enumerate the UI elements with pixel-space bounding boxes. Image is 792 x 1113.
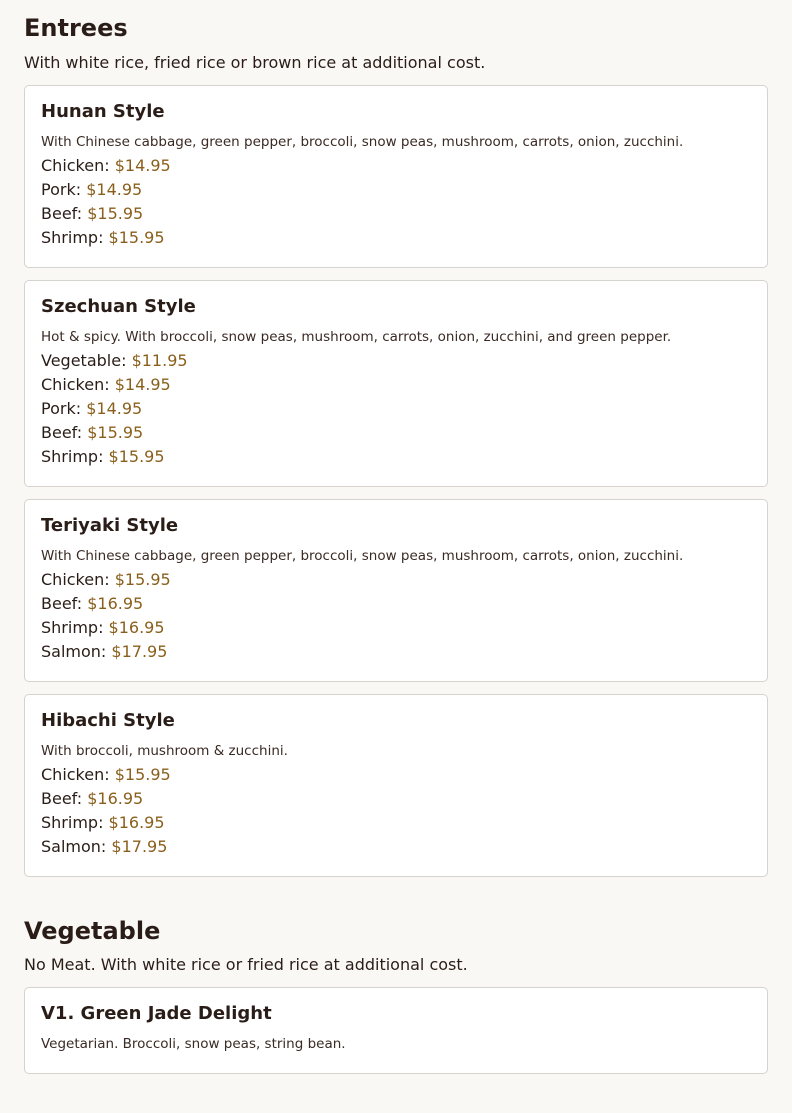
section-description: No Meat. With white rice or fried rice at additional cost. [24,955,468,974]
card-title: V1. Green Jade Delight [41,1003,272,1024]
price-label: Shrimp: [41,228,104,247]
menu-card-teriyaki [24,499,768,682]
price-label: Chicken: [41,375,110,394]
price-label: Chicken: [41,156,110,175]
price-value: $15.95 [114,765,171,784]
price-value: $15.95 [108,228,165,247]
section-title: Vegetable [24,917,161,945]
price-line [41,445,751,469]
price-line [41,154,751,178]
menu-card-green-jade-delight [24,987,768,1074]
card-description: With Chinese cabbage, green pepper, broccoli, snow peas, mushroom, carrots, onion, zucchini. [41,548,684,564]
price-value: $15.95 [87,423,144,442]
price-label: Chicken: [41,570,110,589]
price-value: $14.95 [114,375,171,394]
price-label: Beef: [41,423,83,442]
price-value: $15.95 [108,447,165,466]
price-line [41,178,751,202]
price-line [41,763,751,787]
card-description: With broccoli, mushroom & zucchini. [41,743,288,759]
entrees-section [24,14,768,877]
price-label: Shrimp: [41,813,104,832]
price-value: $11.95 [131,351,188,370]
price-line [41,202,751,226]
price-line [41,616,751,640]
price-value: $16.95 [87,789,144,808]
price-line [41,349,751,373]
menu-card-hunan [24,85,768,268]
price-line [41,568,751,592]
price-value: $16.95 [108,618,165,637]
price-label: Beef: [41,204,83,223]
price-label: Shrimp: [41,618,104,637]
price-line [41,835,751,859]
price-label: Beef: [41,789,83,808]
price-value: $15.95 [87,204,144,223]
price-label: Salmon: [41,642,107,661]
menu-page [0,14,792,1074]
price-value: $16.95 [108,813,165,832]
price-label: Vegetable: [41,351,127,370]
price-value: $16.95 [87,594,144,613]
price-line [41,421,751,445]
price-label: Shrimp: [41,447,104,466]
menu-card-hibachi [24,694,768,877]
price-value: $17.95 [111,642,168,661]
card-description: With Chinese cabbage, green pepper, broccoli, snow peas, mushroom, carrots, onion, zucchini. [41,134,684,150]
card-description: Hot & spicy. With broccoli, snow peas, mushroom, carrots, onion, zucchini, and green pepper. [41,329,672,345]
section-description: With white rice, fried rice or brown rice at additional cost. [24,53,486,72]
price-label: Chicken: [41,765,110,784]
card-title: Hibachi Style [41,710,175,731]
card-description: Vegetarian. Broccoli, snow peas, string bean. [41,1036,346,1052]
price-line [41,787,751,811]
price-value: $17.95 [111,837,168,856]
price-line [41,592,751,616]
price-value: $14.95 [86,399,143,418]
price-line [41,811,751,835]
price-label: Pork: [41,180,82,199]
menu-card-szechuan [24,280,768,487]
price-value: $15.95 [114,570,171,589]
card-title: Szechuan Style [41,296,196,317]
vegetable-section [24,917,768,1074]
card-title: Teriyaki Style [41,515,179,536]
price-label: Pork: [41,399,82,418]
price-label: Beef: [41,594,83,613]
price-label: Salmon: [41,837,107,856]
price-line [41,397,751,421]
price-line [41,640,751,664]
price-value: $14.95 [86,180,143,199]
price-line [41,373,751,397]
card-title: Hunan Style [41,101,165,122]
section-title: Entrees [24,14,128,42]
price-value: $14.95 [114,156,171,175]
price-line [41,226,751,250]
